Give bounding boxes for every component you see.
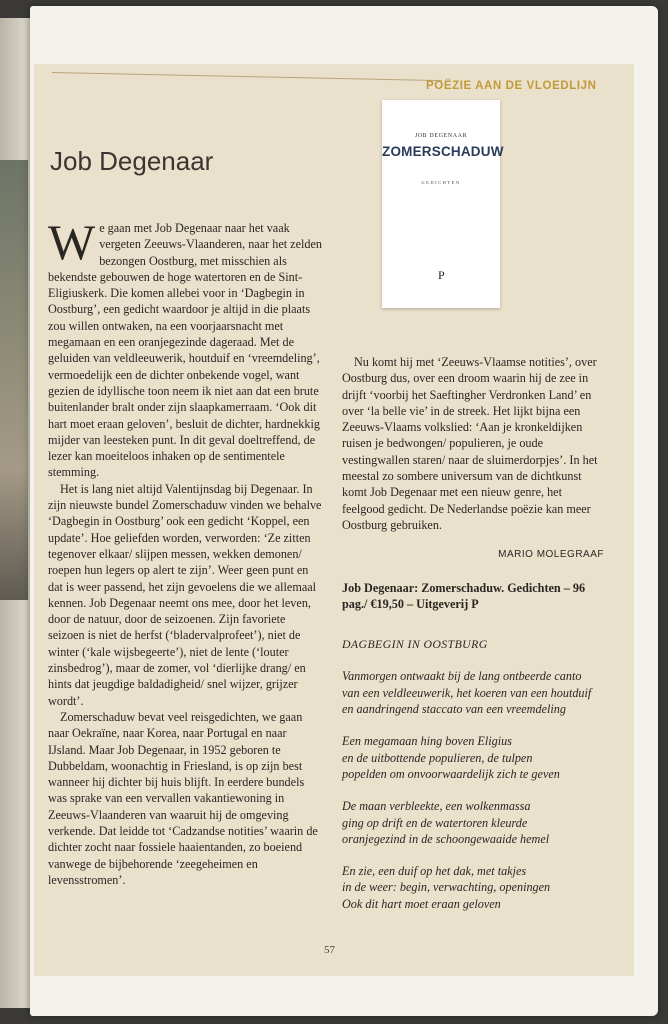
page-number: 57	[324, 944, 335, 956]
cover-title: ZOMERSCHADUW	[382, 144, 504, 159]
article-author: MARIO MOLEGRAAF	[498, 549, 604, 561]
article-paragraph: Zomerschaduw bevat veel reisgedichten, we gaan naar Oekraïne, naar Korea, naar Portugal en naar IJsland. Maar Job Degenaar, in 1952 geboren te Dubbeldam, woonachtig in Friesland, is op zijn best wanneer hij dichter bij huis blijft. In eerdere bundels was sprake van een vervallen vakantiewoning in Zeeuws-Vlaanderen van waaruit hij de omgeving verkende. Dat leidde tot ‘Cadzandse notities’ waarin de dichter zocht naar fossiele haaientanden, zo boeiend vanwege de bijbehorende ‘zeegeheimen en levensstromen’.	[48, 709, 318, 887]
poem-title: DAGBEGIN IN OOSTBURG	[342, 637, 488, 652]
cover-subtitle: GEDICHTEN	[421, 180, 461, 185]
poem-stanza: En zie, een duif op het dak, met takjes in de weer: begin, verwachting, openingen Ook dit hart moet eraan geloven	[342, 864, 551, 911]
poem-stanza: Vanmorgen ontwaakt bij de lang ontbeerde canto van een veldleeuwerik, het koeren van een houtduif en aandringend staccato van een vreemdeling	[342, 669, 592, 717]
magazine-page	[30, 6, 658, 1016]
left-page-image-strip	[0, 160, 28, 600]
cover-author: JOB DEGENAAR	[414, 133, 468, 139]
poem-stanza: Een megamaan hing boven Eligius en de uitbottende populieren, de tulpen popelden om onvoorwaardelijk zich te geven	[342, 734, 560, 781]
article-column-right	[342, 354, 604, 912]
article-column-left	[48, 214, 322, 888]
article-paragraph: We gaan met Job Degenaar naar het vaak vergeten Zeeuws-Vlaanderen, naar het zelden bezongen Oostburg, met misschien als bekendste gebouwen de hoge watertoren en de Sint-Eligiuskerk. Die komen allebei voor in ‘Dagbegin in Oostburg’, een gedicht waardoor je altijd in die plaats zou willen ontwaken, na een voorjaarsnacht met megamaan en een oranjegezinde dageraad. Met de geluiden van veldleeuwerik, houtduif en ‘vreemdeling’, vermoedelijk een de dichter onbekende vogel, want gezien de idyllische toon neem ik niet aan dat een brute buitenlander bralt onder zijn slaapkamerraam. ‘Ook dit hart moet eraan geloven’, besluit de dichter, hardnekkig mijder van leesteken punt. In dit geval doeltreffend, de lezer kan moeiteloos inhaken op de sentimentele stemming.	[48, 214, 322, 480]
article-paragraph: Nu komt hij met ‘Zeeuws-Vlaamse notities’, over Oostburg dus, over een droom waarin hij de zee in drijft ‘voorbij het Saeftingher Verdronken Land’ en over ‘la belle vie’ in de streek. Het lijkt bijna een Zeeuws-Vlaams volkslied: ‘Aan je kronkeldijken ruisen je bedwongen/ populieren, je oude vestingwallen staren/ naar de sluimerdorpjes’. In het meestal zo sombere universum van de dichtkunst komt Job Degenaar met een nieuw genre, het feelgood gedicht. De Nederlandse poëzie kan meer Oostburg gebruiken.	[342, 355, 598, 532]
article-paragraph: Het is lang niet altijd Valentijnsdag bij Degenaar. In zijn nieuwste bundel Zomerschaduw vinden we behalve ‘Dagbegin in Oostburg’ ook een gedicht ‘Koppel, een update’. Hoe geliefden worden, verworden: ‘Ze zitten tegenover elkaar/ slijpen messen, wekken demonen/ roepen hun legers op alert te zijn’. Weer geen punt en dat is weer passend, het zijn gevoelens die we allemaal kennen. Job Degenaar neemt ons mee, door het leven, door de natuur, door de seizoenen. Zijn favoriete seizoen is niet de herfst (‘bladervalprofeet’), niet de winter (‘kale wijsbegeerte’), niet de lente (‘louter zinsbedrog’), maar de zomer, vol ‘dierlijke drang/ en hints dat jeugdige baldadigheid/ snel wijzer, grijzer wordt’.	[48, 481, 322, 708]
dropcap: W	[48, 214, 96, 270]
publisher-logo-icon: P	[438, 268, 445, 282]
article-title: Job Degenaar	[50, 146, 214, 176]
section-label: POËZIE AAN DE VLOEDLIJN	[426, 80, 597, 92]
poem-stanza: De maan verbleekte, een wolkenmassa ging op drift en de watertoren kleurde oranjegezind in de schoongewaaide hemel	[342, 799, 550, 846]
book-cover	[382, 100, 504, 308]
book-info: Job Degenaar: Zomerschaduw. Gedichten – 96 pag./ €19,50 – Uitgeverij P	[342, 580, 586, 611]
